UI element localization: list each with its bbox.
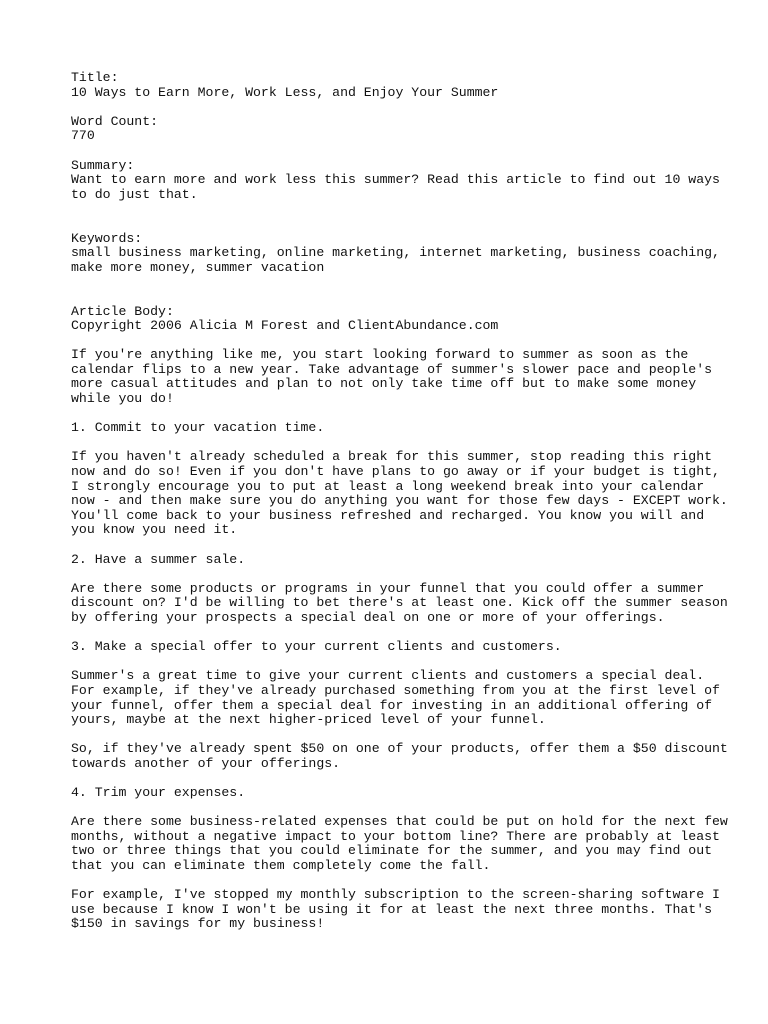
paragraph xyxy=(71,741,728,771)
paragraph-line: use because I know I won't be using it for at least the next three months. That's xyxy=(71,901,713,917)
paragraph-line: You'll come back to your business refreshed and recharged. You know you will and xyxy=(71,507,705,523)
spacer xyxy=(71,407,711,422)
paragraph-line: 3. Make a special offer to your current clients and customers. xyxy=(71,639,562,655)
article-body-label: Article Body: xyxy=(71,303,174,319)
spacer xyxy=(71,728,711,743)
paragraph-line: while you do! xyxy=(71,391,174,407)
paragraph-line: 4. Trim your expenses. xyxy=(71,785,246,801)
paragraph-line: months, without a negative impact to your bottom line? There are probably at least xyxy=(71,828,720,844)
paragraph xyxy=(71,887,720,932)
spacer xyxy=(71,626,711,641)
paragraph-line: discount on? I'd be willing to bet there's at least one. Kick off the summer season xyxy=(71,595,728,611)
paragraph-line: For example, if they've already purchased something from you at the first level of xyxy=(71,682,720,698)
paragraph-line: For example, I've stopped my monthly subscription to the screen-sharing software I xyxy=(71,887,720,903)
paragraph-line: your funnel, offer them a special deal for investing in an additional offering of xyxy=(71,697,713,713)
section-heading xyxy=(71,553,711,568)
paragraph-line: 2. Have a summer sale. xyxy=(71,551,246,567)
spacer xyxy=(71,275,711,290)
spacer xyxy=(71,100,711,115)
spacer xyxy=(71,436,711,451)
paragraph xyxy=(71,449,728,538)
paragraph-line: $150 in savings for my business! xyxy=(71,916,325,932)
summary-line: to do just that. xyxy=(71,186,198,202)
article-body xyxy=(71,347,728,932)
section-heading xyxy=(71,640,711,655)
paragraph xyxy=(71,668,720,728)
spacer xyxy=(71,290,711,305)
paragraph-line: So, if they've already spent $50 on one of your products, offer them a $50 discount xyxy=(71,741,728,757)
document-page xyxy=(71,70,728,932)
summary-line: Want to earn more and work less this summer? Read this article to find out 10 ways xyxy=(71,172,720,188)
paragraph-line: I strongly encourage you to put at least a long weekend break into your calendar xyxy=(71,478,705,494)
spacer xyxy=(71,801,711,816)
paragraph-line: towards another of your offerings. xyxy=(71,755,341,771)
paragraph-line: Summer's a great time to give your current clients and customers a special deal. xyxy=(71,668,705,684)
spacer xyxy=(71,538,711,553)
spacer xyxy=(71,334,711,349)
paragraph-line: two or three things that you could eliminate for the summer, and you may find out xyxy=(71,843,713,859)
paragraph-line: now - and then make sure you do anything you want for those few days - EXCEPT work. xyxy=(71,493,728,509)
paragraph-line: calendar flips to a new year. Take advantage of summer's slower pace and people's xyxy=(71,361,713,377)
paragraph-line: by offering your prospects a special deal on one or more of your offerings. xyxy=(71,609,665,625)
keywords-label: Keywords: xyxy=(71,230,143,246)
paragraph-line: Are there some products or programs in your funnel that you could offer a summer xyxy=(71,580,705,596)
paragraph-line: that you can eliminate them completely come the fall. xyxy=(71,858,491,874)
paragraph xyxy=(71,814,728,874)
paragraph-line: more casual attitudes and plan to not only take time off but to make some money xyxy=(71,376,697,392)
summary-label: Summary: xyxy=(71,157,135,173)
paragraph-line: you know you need it. xyxy=(71,522,238,538)
paragraph-line: If you're anything like me, you start looking forward to summer as soon as the xyxy=(71,347,689,363)
word-count-value: 770 xyxy=(71,128,95,144)
paragraph-line: now and do so! Even if you don't have plans to go away or if your budget is tight, xyxy=(71,464,720,480)
title-label: Title: xyxy=(71,70,119,85)
spacer xyxy=(71,217,711,232)
spacer xyxy=(71,655,711,670)
word-count-label: Word Count: xyxy=(71,113,159,129)
spacer xyxy=(71,772,711,787)
paragraph-line: If you haven't already scheduled a break for this summer, stop reading this right xyxy=(71,449,713,465)
spacer xyxy=(71,874,711,889)
paragraph xyxy=(71,348,711,406)
keywords-line: make more money, summer vacation xyxy=(71,259,325,275)
article-title: 10 Ways to Earn More, Work Less, and Enjoy Your Summer xyxy=(71,84,499,100)
paragraph-line: Are there some business-related expenses that could be put on hold for the next few xyxy=(71,814,728,830)
spacer xyxy=(71,202,711,217)
keywords-line: small business marketing, online marketing, internet marketing, business coaching, xyxy=(71,245,720,261)
section-heading xyxy=(71,421,711,436)
paragraph-line: 1. Commit to your vacation time. xyxy=(71,420,325,436)
paragraph-line: yours, maybe at the next higher-priced level of your funnel. xyxy=(71,712,546,728)
spacer xyxy=(71,567,711,582)
copyright-line: Copyright 2006 Alicia M Forest and ClientAbundance.com xyxy=(71,318,499,334)
section-heading xyxy=(71,786,711,801)
paragraph xyxy=(71,580,728,626)
spacer xyxy=(71,144,711,159)
